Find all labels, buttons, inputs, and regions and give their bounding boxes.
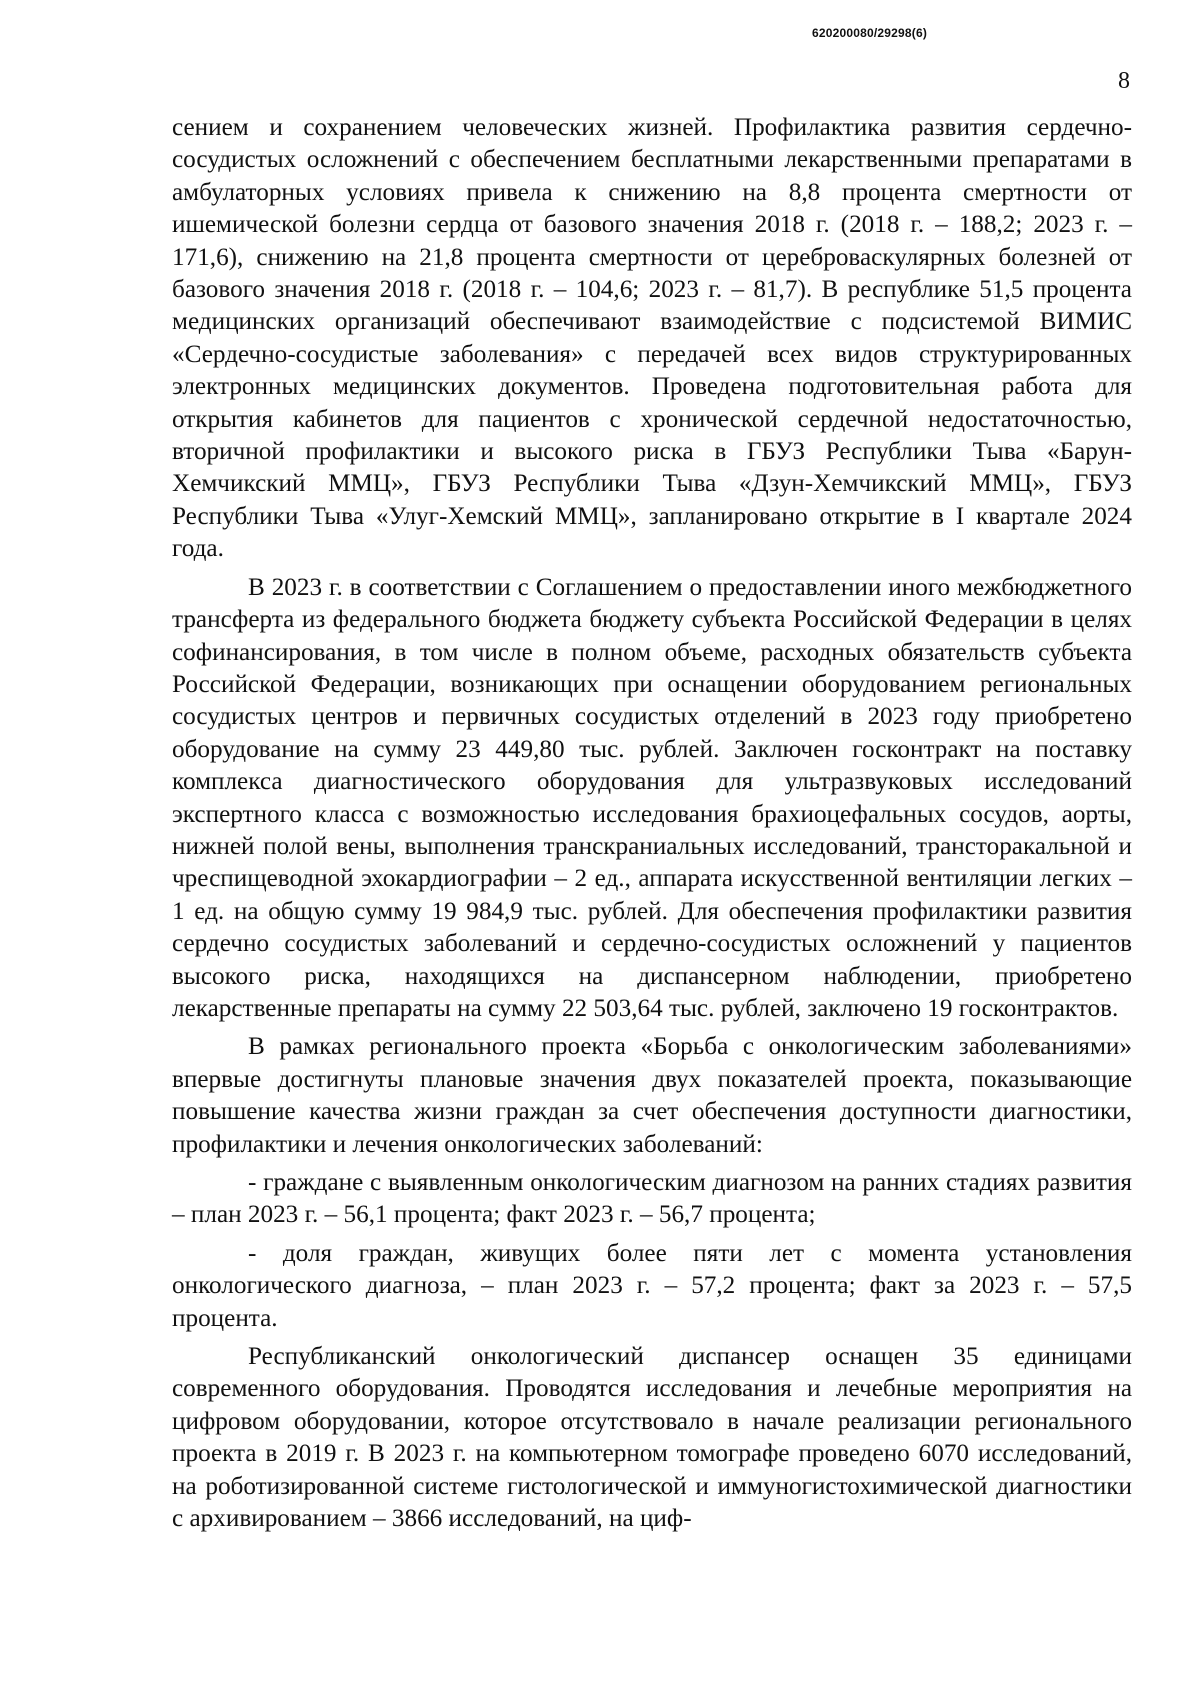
document-registration-number: 620200080/29298(6) <box>812 26 928 40</box>
paragraph-equipment-purchase: В 2023 г. в соответствии с Соглашением о предоставлении иного межбюджетного трансферта из федерального бюджета бюджету субъекта Российской Федерации в целях софинансирования, в том числе в полном объеме, расходных обязательств субъекта Российской Федерации, возникающих при оснащении оборудованием региональных сосудистых центров и первичных сосудистых отделений в 2023 году приобретено оборудование на сумму 23 449,80 тыс. рублей. Заключен госконтракт на поставку комплекса диагностического оборудования для ультразвуковых исследований экспертного класса с возможностью исследования брахиоцефальных сосудов, аорты, нижней полой вены, выполнения транскраниальных исследований, трансторакальной и чреспищеводной эхокардиографии – 2 ед., аппарата искусственной вентиляции легких – 1 ед. на общую сумму 19 984,9 тыс. рублей. Для обеспечения профилактики развития сердечно сосудистых заболеваний и сердечно-сосудистых осложнений у пациентов высокого риска, находящихся на диспансерном наблюдении, приобретено лекарственные препараты на сумму 22 503,64 тыс. рублей, заключено 19 госконтрактов. <box>172 573 1132 1022</box>
list-item-five-year-survival: - доля граждан, живущих более пяти лет с момента установления онкологического диагноза, – план 2023 г. – 57,2 процента; факт за 2023 г. – 57,5 процента. <box>172 1239 1132 1332</box>
list-item-early-diagnosis: - граждане с выявленным онкологическим диагнозом на ранних стадиях развития – план 2023 г. – 56,1 процента; факт 2023 г. – 56,7 процента; <box>172 1169 1132 1229</box>
page-number: 8 <box>1118 68 1130 94</box>
paragraph-continuation: сением и сохранением человеческих жизней. Профилактика развития сердечно-сосудистых осложнений с обеспечением бесплатными лекарственными препаратами в амбулаторных условиях привела к снижению на 8,8 процента смертности от ишемической болезни сердца от базового значения 2018 г. (2018 г. – 188,2; 2023 г. – 171,6), снижению на 21,8 процента смертности от цереброваскулярных болезней от базового значения 2018 г. (2018 г. – 104,6; 2023 г. – 81,7). В республике 51,5 процента медицинских организаций обеспечивают взаимодействие с подсистемой ВИМИС «Сердечно-сосудистые заболевания» с передачей всех видов структурированных электронных медицинских документов. Проведена подготовительная работа для открытия кабинетов для пациентов с хронической сердечной недостаточностью, вторичной профилактики и высокого риска в ГБУЗ Республики Тыва «Барун-Хемчикский ММЦ», ГБУЗ Республики Тыва «Дзун-Хемчикский ММЦ», ГБУЗ Республики Тыва «Улуг-Хемский ММЦ», запланировано открытие в I квартале 2024 года. <box>172 114 1132 563</box>
paragraph-oncology-dispensary: Республиканский онкологический диспансер оснащен 35 единицами современного оборудования. Проводятся исследования и лечебные мероприятия на цифровом оборудовании, которое отсутствовало в начале реализации регионального проекта в 2019 г. В 2023 г. на компьютерном томографе проведено 6070 исследований, на роботизированной системе гистологической и иммуногистохимической диагностики с архивированием – 3866 исследований, на циф- <box>172 1343 1132 1533</box>
paragraph-oncology-project: В рамках регионального проекта «Борьба с онкологическим заболеваниями» впервые достигнуты плановые значения двух показателей проекта, показывающие повышение качества жизни граждан за счет обеспечения доступности диагностики, профилактики и лечения онкологических заболеваний: <box>172 1033 1132 1158</box>
document-body <box>172 112 1132 1535</box>
